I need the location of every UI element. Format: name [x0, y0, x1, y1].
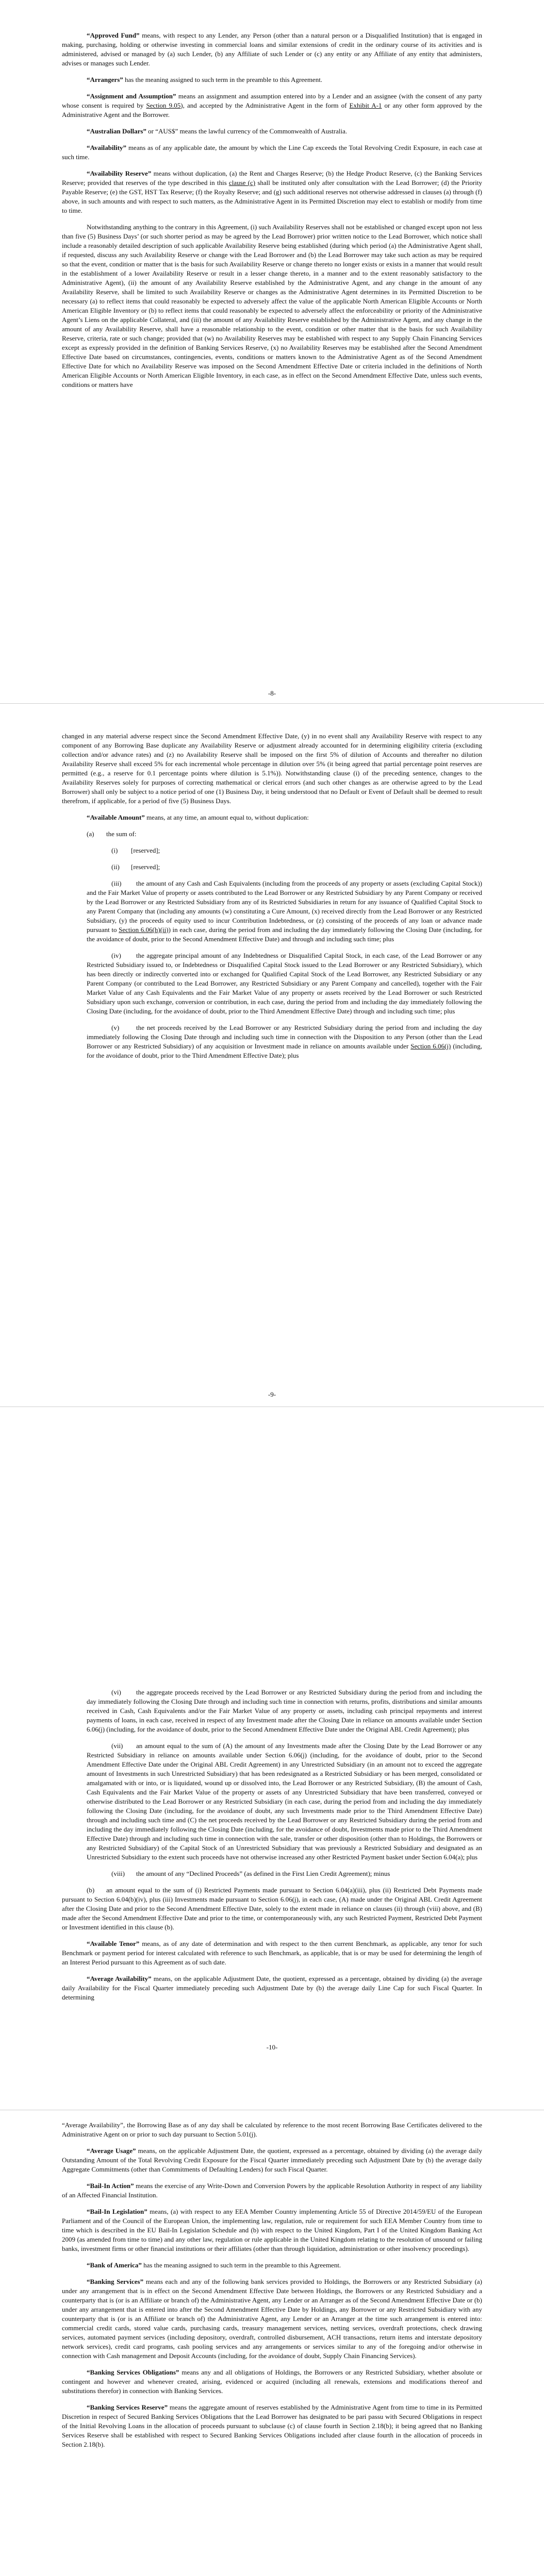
definition-available-tenor: “Available Tenor” means, as of any date of determination and with respect to the then current Benchmark, as applicable, any tenor for such Benchmark or payment period for interest calculated with reference to such Benchmark, as applicable, that is or may be used for determining the length of an Interest Period pursuant to this Agreement as of such date. — [62, 1940, 482, 1966]
defined-term: “Australian Dollars” — [87, 127, 146, 135]
clause-label: (v) — [111, 1024, 120, 1031]
section-reference: Section 9.05 — [146, 101, 181, 109]
definition-assignment-and-assumption: “Assignment and Assumption” means an assignment and assumption entered into by a Lender and an assignee (with the consent of any party whose consent is required by Section 9.05), and accepted by the Administrative Agent in the form of Exhibit A-1 or any other form approved by the Administrative Agent and the Borrower. — [62, 92, 482, 118]
document-page-11 — [0, 2110, 544, 2576]
defined-term: “Availability” — [87, 144, 127, 151]
definition-approved-fund: “Approved Fund” means, with respect to any Lender, any Person (other than a natural person or a Disqualified Institution) that is engaged in making, purchasing, holding or otherwise investing in commercial loans and similar extensions of credit in the ordinary course of its activities and is administered, advised or managed by (a) such Lender, (b) any Affiliate of such Lender or (c) any entity or any Affiliate of any entity that administers, advises or manages such Lender. — [62, 31, 482, 67]
definition-availability-reserve: “Availability Reserve” means without duplication, (a) the Rent and Charges Reserve; (b) the Hedge Product Reserve, (c) the Banking Services Reserve; provided that reserves of the type described in this clause (c) shall be instituted only after consultation with the Lead Borrower; (d) the Priority Payable Reserve; (e) the GST, HST Tax Reserve; (f) the Royalty Reserve; and (g) such additional reserves not otherwise addressed in clauses (a) through (f) above, in such amounts and with respect to such matters, as the Administrative Agent in its Permitted Discretion may elect to establish or modify from time to time. — [62, 170, 482, 214]
definition-bank-of-america: “Bank of America” has the meaning assigned to such term in the preamble to this Agreement. — [87, 2261, 341, 2269]
clause-vi: (vi) the aggregate proceeds received by the Lead Borrower or any Restricted Subsidiary during the period from and including the day immediately following the Closing Date through and including such time in connection with returns, profits, distributions and similar amounts received in Cash, Cash Equivalents and/or the Fair Market Value of any property or assets, including cash principal repayments and interest payments of loans, in each case, received in respect of any Investment made after the Closing Date in reliance on amounts available under Section 6.06(j) (including, for the avoidance of doubt, prior to the Second Amendment Effective Date under the Original ABL Credit Agreement); plus — [87, 1688, 482, 1733]
document-page-10 — [0, 1406, 544, 2110]
defined-term: “Bank of America” — [87, 2261, 142, 2269]
section-reference: Section 6.06(h)(ii) — [119, 926, 169, 934]
defined-term: “Bail-In Legislation” — [87, 2208, 147, 2215]
defined-term: “Banking Services Obligations” — [87, 2368, 179, 2376]
page-number: -8- — [268, 689, 276, 697]
definition-availability: “Availability” means as of any applicable date, the amount by which the Line Cap exceeds the Total Revolving Credit Exposure, in each case at such time. — [62, 144, 482, 161]
clause-label: (ii) — [111, 863, 120, 871]
clause-label: (vi) — [111, 1688, 121, 1696]
defined-term: “Arrangers” — [87, 76, 123, 83]
clause-iii: (iii) the amount of any Cash and Cash Equivalents (including from the proceeds of any property or assets (excluding Capital Stock)) and the Fair Market Value of property or assets contributed to the Lead Borrower or any Restricted Subsidiary by any Parent Company or received by the Lead Borrower or any Restricted Subsidiary from any of its Restricted Subsidiaries in return for any issuance of Qualified Capital Stock to any Parent Company that (including any amounts (w) constituting a Cure Amount, (x) received directly from the Lead Borrower or any Restricted Subsidiary, (y) the proceeds of equity used to incur Contribution Indebtedness, or (z) consisting of the proceeds of any loan or advance made pursuant to Section 6.06(h)(ii)) in each case, during the period from and including the day immediately following the Closing Date (including, for the avoidance of doubt, prior to the Second Amendment Effective Date) and through and including such time; plus — [87, 879, 482, 943]
defined-term: “Average Usage” — [87, 2147, 136, 2155]
definition-available-amount: “Available Amount” means, at any time, an amount equal to, without duplication: — [87, 814, 309, 821]
definition-bail-in-action: “Bail-In Action” means the exercise of any Write-Down and Conversion Powers by the applicable Resolution Authority in respect of any liability of an Affected Financial Institution. — [62, 2182, 482, 2199]
clause-label: (a) — [87, 830, 94, 838]
defined-term: “Banking Services Reserve” — [87, 2403, 168, 2411]
definition-australian-dollars: “Australian Dollars” or “AUS$” means the lawful currency of the Commonwealth of Australia. — [87, 127, 348, 135]
definition-average-usage: “Average Usage” means, on the applicable Adjustment Date, the quotient, expressed as a percentage, obtained by dividing (a) the average daily Outstanding Amount of the Total Revolving Credit Exposure for the Fiscal Quarter immediately preceding such Adjustment Date by (b) the average daily Aggregate Commitments (other than Commitments of Defaulting Lenders) for such Fiscal Quarter. — [62, 2147, 482, 2173]
clause-viii: (viii) the amount of any “Declined Proceeds” (as defined in the First Lien Credit Agreement); minus — [111, 1870, 390, 1877]
defined-term: “Availability Reserve” — [87, 170, 152, 177]
definition-banking-services-obligations: “Banking Services Obligations” means any and all obligations of Holdings, the Borrowers or any Restricted Subsidiary, whether absolute or contingent and however and whenever created, arising, evidenced or acquired (including all renewals, extensions and modifications thereof and substitutions therefor) in connection with Banking Services. — [62, 2368, 482, 2395]
definition-banking-services: “Banking Services” means each and any of the following bank services provided to Holdings, the Borrowers or any Restricted Subsidiary (a) under any arrangement that is in effect on the Second Amendment Effective Date between Holdings, the Borrowers or any Restricted Subsidiary and a counterparty that is (or is an Affiliate or branch of) the Administrative Agent, any Lender or an Arranger as of the Second Amendment Effective Date or (b) under any arrangement that is entered into after the Second Amendment Effective Date by Holdings, any Borrower or any Restricted Subsidiary with any counterparty that is (or is an Affiliate or branch of) the Administrative Agent, any Lender or an Arranger at the time such arrangement is entered into: commercial credit cards, stored value cards, purchasing cards, treasury management services, netting services, overdraft protections, check drawing services, automated payment services (including depository, overdraft, controlled disbursement, ACH transactions, return items and interstate depository network services), credit card programs, cash pooling services and any arrangements or services similar to any of the foregoing and/or otherwise in connection with Cash management and Deposit Accounts (including, for the avoidance of doubt, Supply Chain Financing Services). — [62, 2278, 482, 2360]
definition-bail-in-legislation: “Bail-In Legislation” means, (a) with respect to any EEA Member Country implementing Article 55 of Directive 2014/59/EU of the European Parliament and of the Council of the European Union, the implementing law, regulation, rule or requirement for such EEA Member Country from time to time which is described in the EU Bail-In Legislation Schedule and (b) with respect to the United Kingdom, Part I of the United Kingdom Banking Act 2009 (as amended from time to time) and any other law, regulation or rule applicable in the United Kingdom relating to the resolution of unsound or failing banks, investment firms or other financial institutions or their affiliates (other than through liquidation, administration or other insolvency proceedings). — [62, 2208, 482, 2252]
defined-term: “Average Availability” — [87, 1975, 152, 1982]
document-page-8 — [0, 0, 544, 703]
section-reference: Section 6.06(j) — [410, 1042, 451, 1050]
definition-banking-services-reserve: “Banking Services Reserve” means the aggregate amount of reserves established by the Administrative Agent from time to time in its Permitted Discretion in respect of Secured Banking Services Obligations that the Lead Borrower has designated to be pari passu with Secured Obligations in respect of the Initial Revolving Loans in the allocation of proceeds pursuant to subclause (c) of clause fourth in Section 2.18(b); it being agreed that no Banking Services Reserve shall be established with respect to Secured Banking Services Obligations included after clause fourth in the allocation of proceeds in Section 2.18(b). — [62, 2403, 483, 2448]
availability-reserve-continued: changed in any material adverse respect since the Second Amendment Effective Date, (y) in no event shall any Availability Reserve with respect to any component of any Borrowing Base duplicate any Availability Reserve or adjustment already accounted for in determining eligibility criteria (excluding collection and/or advance rates) and (z) no Availability Reserve shall be imposed on the first 5% of dilution of Accounts and thereafter no dilution Availability Reserve shall exceed 5% for each incremental whole percentage in dilution over 5% (it being agreed that partial percentage point reserves are permitted (e.g., a reserve for 0.1 percentage points where dilution is 5.1%)). Notwithstanding clause (i) of the preceding sentence, changes to the Availability Reserves solely for purposes of correcting mathematical or clerical errors (and such other changes as are otherwise agreed to by the Lead Borrower) shall only be subject to a notice period of one (1) Business Day, it being understood that no Default or Event of Default shall be deemed to result therefrom, if applicable, for a period of five (5) Business Days. — [62, 732, 482, 805]
clause-v: (v) the net proceeds received by the Lead Borrower or any Restricted Subsidiary during the period from and including the day immediately following the Closing Date through and including such time in connection with the Disposition to any Person (other than the Lead Borrower or any Restricted Subsidiary) of any acquisition or Investment made in reliance on amounts available under Section 6.06(j) (including, for the avoidance of doubt, prior to the Third Amendment Effective Date); plus — [87, 1024, 482, 1059]
defined-term: “Approved Fund” — [87, 31, 140, 39]
clause-label: (i) — [111, 846, 118, 854]
clause-b: (b) an amount equal to the sum of (i) Restricted Payments made pursuant to Section 6.04(a)(iii), plus (ii) Restricted Debt Payments made pursuant to Section 6.04(b)(iv), plus (iii) Investments made pursuant to Section 6.06(j), in each case, (A) made under the Original ABL Credit Agreement after the Closing Date and prior to the Second Amendment Effective Date, solely to the extent made in reliance on clauses (ii) through (viii) above, and (B) made after the Second Amendment Effective Date and prior to the time, or contemporaneously with, any such Restricted Payment, Restricted Debt Payment or Investment identified in this clause (b). — [62, 1886, 482, 1931]
defined-term: “Banking Services” — [87, 2278, 144, 2285]
defined-term: “Assignment and Assumption” — [87, 92, 176, 100]
document-page-9 — [0, 703, 544, 1406]
clause-vii: (vii) an amount equal to the sum of (A) the amount of any Investments made after the Closing Date by the Lead Borrower or any Restricted Subsidiary in reliance on amounts available under Section 6.06(j) (including, for the avoidance of doubt, prior to the Second Amendment Effective Date under the Original ABL Credit Agreement) in any Unrestricted Subsidiary (in an amount not to exceed the aggregate amount of Investments in such Unrestricted Subsidiary) that has been redesignated as a Restricted Subsidiary or has been merged, consolidated or amalgamated with or into, or is liquidated, wound up or dissolved into, the Lead Borrower or any Restricted Subsidiary, (B) the amount of Cash, Cash Equivalents and the Fair Market Value of the property or assets of any Unrestricted Subsidiary that have been transferred, conveyed or otherwise distributed to the Lead Borrower or any Restricted Subsidiary (in each case, during the period from and including the day immediately following the Closing Date (including, for the avoidance of doubt, any such Investments made prior to the Third Amendment Effective Date) through and including such time and (C) the net proceeds received by the Lead Borrower or any Restricted Subsidiary during the period from and including the day immediately following the Closing Date (including, for the avoidance of doubt, Investments made prior to the Third Amendment Effective Date) through and including such time in connection with the sale, transfer or other disposition (other than to Holdings, the Borrowers or any Restricted Subsidiary) of the Capital Stock of an Unrestricted Subsidiary that was previously a Restricted Subsidiary and designated as an Unrestricted Subsidiary to the extent such proceeds have not otherwise increased any other Restricted Payment basket under Section 6.04(a); plus — [87, 1742, 482, 1861]
clause-ii: (ii) [reserved]; — [111, 863, 160, 871]
defined-term: “Bail-In Action” — [87, 2182, 134, 2190]
defined-term: “Available Amount” — [87, 814, 145, 821]
page-number: -9- — [268, 1391, 276, 1398]
clause-reference: clause (c) — [228, 179, 256, 187]
exhibit-reference: Exhibit A-1 — [349, 101, 382, 109]
availability-reserve-notwithstanding: Notwithstanding anything to the contrary in this Agreement, (i) such Availability Reserves shall not be established or changed except upon not less than five (5) Business Days’ (or such shorter period as may be agreed by the Lead Borrower) prior written notice to the Lead Borrower, which notice shall include a reasonably detailed description of such applicable Availability Reserve being established (during which period (a) the Administrative Agent shall, if requested, discuss any such Availability Reserve or change with the Lead Borrower and (b) the Lead Borrower may take such action as may be required so that the event, condition or matter that is the basis for such Availability Reserve or change thereto no longer exists or exists in a manner that would result in the establishment of a lower Availability Reserve or result in a lesser change thereto, in a manner and to the extent reasonably satisfactory to the Administrative Agent), (ii) the amount of any Availability Reserve established by the Administrative Agent, and any change in the amount of any Availability Reserve, shall be limited to such Availability Reserve or changes as the Administrative Agent determines in its Permitted Discretion to be necessary (a) to reflect items that could reasonably be expected to adversely affect the value of the applicable North American Eligible Accounts or North American Eligible Inventory or (b) to reflect items that could reasonably be expected to adversely affect the enforceability or priority of the Administrative Agent’s Liens on the applicable Collateral, and (iii) the amount of any Availability Reserve established by the Administrative Agent, and any change in the amount of any Availability Reserve, shall have a reasonable relationship to the event, condition or other matter that is the basis for such Availability Reserve, criteria, rate or such change; provided that (w) no Availability Reserves may be established with respect to any Supply Chain Financing Services except as expressly provided in the definition of Banking Services Reserve, (x) no Availability Reserves may be established after the Second Amendment Effective Date based on circumstances, contingencies, events, conditions or matters known to the Administrative Agent as of the Second Amendment Effective Date for which no Availability Reserve was imposed on the Second Amendment Effective Date or criteria included in the definitions of North American Eligible Accounts or North American Eligible Inventory, in each case, as in effect on the Second Amendment Effective Date, unless such events, conditions or matters have — [62, 223, 482, 388]
clause-label: (iii) — [111, 879, 122, 887]
average-availability-continued: “Average Availability”, the Borrowing Base as of any day shall be calculated by reference to the most recent Borrowing Base Certificates delivered to the Administrative Agent on or prior to such day pursuant to Section 5.01(j). — [62, 2121, 482, 2138]
definition-average-availability: “Average Availability” means, on the applicable Adjustment Date, the quotient, expressed as a percentage, obtained by dividing (a) the average daily Availability for the Fiscal Quarter immediately preceding such Adjustment Date by (b) the average daily Line Cap for such Fiscal Quarter. In determining — [62, 1975, 483, 2001]
clause-i: (i) [reserved]; — [111, 846, 160, 854]
clause-a: (a) the sum of: — [87, 830, 137, 838]
clause-label: (vii) — [111, 1742, 123, 1750]
definition-arrangers: “Arrangers” has the meaning assigned to such term in the preamble to this Agreement. — [87, 76, 323, 83]
defined-term: “Available Tenor” — [87, 1940, 140, 1947]
clause-label: (b) — [87, 1886, 95, 1894]
clause-iv: (iv) the aggregate principal amount of any Indebtedness or Disqualified Capital Stock, in each case, of the Lead Borrower or any Restricted Subsidiary issued to, or Indebtedness or Disqualified Capital Stock issued to the Lead Borrower or any Restricted Subsidiary), which has been directly or indirectly converted into or exchanged for Qualified Capital Stock of the Lead Borrower, any Restricted Subsidiary or any Parent Company (or contributed to the Lead Borrower, any Restricted Subsidiary or any Parent Company and cancelled), together with the Fair Market Value of any Cash Equivalents and the Fair Market Value of any property or assets received by the Lead Borrower or such Restricted Subsidiary upon such exchange, conversion or contribution, in each case, during the period from and including the day immediately following the Closing Date (including, for the avoidance of doubt, prior to the Third Amendment Effective Date) through and including such time; plus — [87, 952, 482, 1015]
clause-label: (viii) — [111, 1870, 125, 1877]
clause-label: (iv) — [111, 952, 121, 959]
page-number: -10- — [266, 2043, 278, 2051]
